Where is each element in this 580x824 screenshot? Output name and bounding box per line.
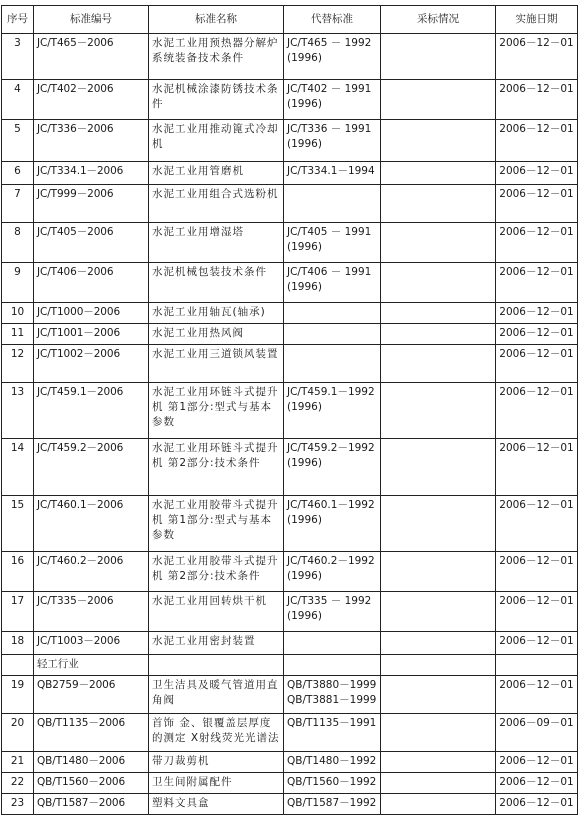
cell-date: 2006－12－01 [496,773,578,794]
cell-replace: QB/T3880－1999 QB/T3881－1999 [284,676,381,714]
cell-name: 水泥工业用胶带斗式提升机 第2部分:技术条件 [149,552,284,592]
cell-code: JC/T460.2－2006 [34,552,149,592]
table-row [2,752,578,773]
cell-name: 水泥工业用密封装置 [149,632,284,655]
table-row [2,794,578,815]
cell-no [2,655,34,676]
table-row [2,303,578,324]
table-row [2,223,578,263]
cell-no: 18 [2,632,34,655]
cell-date: 2006－12－01 [496,80,578,120]
cell-no: 21 [2,752,34,773]
cell-name: 卫生洁具及暖气管道用直角阀 [149,676,284,714]
cell-no: 9 [2,263,34,303]
cell-date: 2006－12－01 [496,439,578,496]
cell-date: 2006－12－01 [496,162,578,185]
cell-replace: JC/T460.2－1992 (1996) [284,552,381,592]
table-row [2,324,578,345]
cell-name: 水泥工业用管磨机 [149,162,284,185]
header-name: 标准名称 [149,6,284,34]
cell-date: 2006－12－01 [496,120,578,162]
cell-replace: JC/T405 － 1991 (1996) [284,223,381,263]
cell-replace: JC/T460.1－1992 (1996) [284,496,381,552]
cell-code: JC/T460.1－2006 [34,496,149,552]
table-row [2,80,578,120]
cell-code: QB/T1587－2006 [34,794,149,815]
cell-name: 水泥工业用环链斗式提升机 第2部分:技术条件 [149,439,284,496]
cell-name: 卫生间附属配件 [149,773,284,794]
cell-date: 2006－12－01 [496,185,578,223]
cell-no: 20 [2,714,34,752]
table-row [2,345,578,383]
cell-name: 水泥工业用增湿塔 [149,223,284,263]
cell-name: 水泥工业用热风阀 [149,324,284,345]
cell-date: 2006－12－01 [496,752,578,773]
cell-code: JC/T336－2006 [34,120,149,162]
cell-replace: QB/T1560－1992 [284,773,381,794]
standards-table [1,5,578,815]
cell-no: 7 [2,185,34,223]
cell-adopt [381,80,496,120]
cell-code: JC/T1001－2006 [34,324,149,345]
cell-adopt [381,303,496,324]
cell-code: JC/T465－2006 [34,34,149,80]
header-replace: 代替标准 [284,6,381,34]
cell-name: 塑料文具盒 [149,794,284,815]
cell-date: 2006－09－01 [496,714,578,752]
cell-replace: JC/T459.1－1992 (1996) [284,383,381,439]
cell-adopt [381,676,496,714]
cell-replace: JC/T336 － 1991 (1996) [284,120,381,162]
cell-replace: QB/T1480－1992 [284,752,381,773]
cell-date: 2006－12－01 [496,592,578,632]
cell-adopt [381,185,496,223]
cell-date: 2006－12－01 [496,632,578,655]
cell-name: 水泥工业用轴瓦(轴承) [149,303,284,324]
cell-adopt [381,655,496,676]
cell-adopt [381,34,496,80]
cell-code: QB/T1480－2006 [34,752,149,773]
table-row [2,592,578,632]
cell-no: 4 [2,80,34,120]
cell-no: 16 [2,552,34,592]
cell-replace: JC/T402 － 1991 (1996) [284,80,381,120]
cell-no: 22 [2,773,34,794]
cell-name: 水泥工业用预热器分解炉系统装备技术条件 [149,34,284,80]
cell-code: QB/T1560－2006 [34,773,149,794]
cell-adopt [381,439,496,496]
cell-name: 水泥机械涂漆防锈技术条件 [149,80,284,120]
cell-replace [284,324,381,345]
cell-replace [284,303,381,324]
cell-name: 水泥工业用胶带斗式提升机 第1部分:型式与基本参数 [149,496,284,552]
cell-replace: JC/T459.2－1992 (1996) [284,439,381,496]
table-row [2,632,578,655]
table-row [2,552,578,592]
cell-date: 2006－12－01 [496,496,578,552]
cell-name: 首饰 金、银覆盖层厚度的测定 X射线荧光光谱法 [149,714,284,752]
cell-code: JC/T459.1－2006 [34,383,149,439]
cell-code: JC/T402－2006 [34,80,149,120]
cell-no: 15 [2,496,34,552]
cell-code: QB/T1135－2006 [34,714,149,752]
cell-adopt [381,120,496,162]
cell-code: 轻工行业 [34,655,149,676]
cell-no: 6 [2,162,34,185]
cell-no: 14 [2,439,34,496]
cell-code: JC/T1000－2006 [34,303,149,324]
cell-replace [284,345,381,383]
cell-adopt [381,714,496,752]
table-row [2,714,578,752]
cell-date: 2006－12－01 [496,676,578,714]
cell-adopt [381,223,496,263]
cell-no: 23 [2,794,34,815]
cell-no: 19 [2,676,34,714]
table-row [2,34,578,80]
cell-name: 水泥机械包装技术条件 [149,263,284,303]
header-date: 实施日期 [496,6,578,34]
cell-replace: QB/T1135－1991 [284,714,381,752]
table-row [2,655,578,676]
cell-adopt [381,632,496,655]
cell-date: 2006－12－01 [496,383,578,439]
cell-adopt [381,162,496,185]
cell-replace: JC/T406 － 1991 (1996) [284,263,381,303]
cell-replace [284,655,381,676]
cell-no: 12 [2,345,34,383]
cell-no: 8 [2,223,34,263]
cell-date: 2006－12－01 [496,345,578,383]
cell-code: JC/T459.2－2006 [34,439,149,496]
cell-no: 10 [2,303,34,324]
table-row [2,263,578,303]
cell-replace [284,632,381,655]
cell-adopt [381,552,496,592]
cell-date: 2006－12－01 [496,552,578,592]
table-row [2,120,578,162]
cell-replace: JC/T335 － 1992 (1996) [284,592,381,632]
cell-adopt [381,263,496,303]
cell-no: 17 [2,592,34,632]
cell-name [149,655,284,676]
cell-code: JC/T405－2006 [34,223,149,263]
cell-date [496,655,578,676]
header-no: 序号 [2,6,34,34]
table-row [2,676,578,714]
cell-adopt [381,773,496,794]
cell-date: 2006－12－01 [496,34,578,80]
cell-code: QB2759－2006 [34,676,149,714]
cell-no: 5 [2,120,34,162]
header-adopt: 采标情况 [381,6,496,34]
cell-name: 水泥工业用推动篦式冷却机 [149,120,284,162]
cell-adopt [381,794,496,815]
table-row [2,185,578,223]
cell-code: JC/T1003－2006 [34,632,149,655]
cell-date: 2006－12－01 [496,324,578,345]
cell-name: 带刀裁剪机 [149,752,284,773]
table-body [2,34,578,815]
cell-date: 2006－12－01 [496,303,578,324]
cell-adopt [381,383,496,439]
table-row [2,773,578,794]
cell-replace: QB/T1587－1992 [284,794,381,815]
cell-date: 2006－12－01 [496,223,578,263]
cell-code: JC/T999－2006 [34,185,149,223]
cell-code: JC/T1002－2006 [34,345,149,383]
table-row [2,162,578,185]
cell-name: 水泥工业用回转烘干机 [149,592,284,632]
cell-adopt [381,324,496,345]
header-code: 标准编号 [34,6,149,34]
cell-adopt [381,592,496,632]
cell-name: 水泥工业用环链斗式提升机 第1部分:型式与基本参数 [149,383,284,439]
cell-no: 11 [2,324,34,345]
cell-name: 水泥工业用组合式选粉机 [149,185,284,223]
table-row [2,496,578,552]
cell-code: JC/T406－2006 [34,263,149,303]
cell-adopt [381,345,496,383]
table-row [2,439,578,496]
table-row [2,383,578,439]
cell-no: 3 [2,34,34,80]
cell-date: 2006－12－01 [496,263,578,303]
cell-replace: JC/T465 － 1992 (1996) [284,34,381,80]
cell-adopt [381,496,496,552]
cell-name: 水泥工业用三道锁风装置 [149,345,284,383]
table-header-row [2,6,578,34]
cell-code: JC/T334.1－2006 [34,162,149,185]
cell-replace [284,185,381,223]
cell-replace: JC/T334.1－1994 [284,162,381,185]
cell-code: JC/T335－2006 [34,592,149,632]
cell-adopt [381,752,496,773]
cell-no: 13 [2,383,34,439]
cell-date: 2006－12－01 [496,794,578,815]
